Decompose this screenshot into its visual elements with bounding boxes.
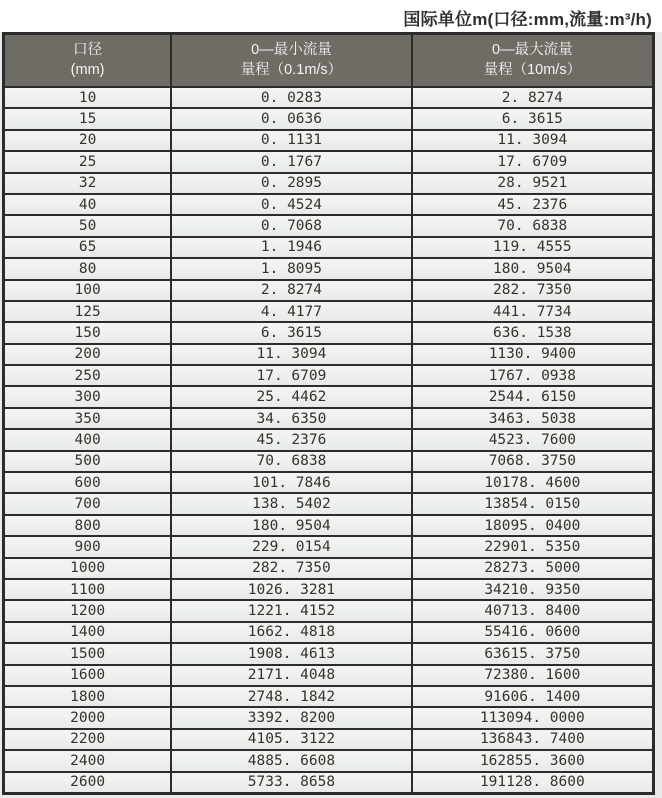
flow-table-body xyxy=(4,87,654,793)
table-row xyxy=(4,600,654,621)
table-row xyxy=(4,365,654,386)
header-line: 0—最大流量 xyxy=(492,42,573,58)
cell-max-flow: 18095. 0400 xyxy=(412,515,654,536)
cell-diameter: 600 xyxy=(4,472,172,493)
table-row xyxy=(4,472,654,493)
cell-min-flow: 11. 3094 xyxy=(171,344,412,365)
cell-max-flow: 10178. 4600 xyxy=(412,472,654,493)
cell-min-flow: 0. 0283 xyxy=(171,87,412,108)
page-title: 国际单位m(口径:mm,流量:m³/h) xyxy=(403,10,652,29)
cell-max-flow: 136843. 7400 xyxy=(412,729,654,750)
table-row xyxy=(4,258,654,279)
cell-max-flow: 22901. 5350 xyxy=(412,536,654,557)
cell-min-flow: 101. 7846 xyxy=(171,472,412,493)
cell-max-flow: 91606. 1400 xyxy=(412,686,654,707)
cell-max-flow: 72380. 1600 xyxy=(412,665,654,686)
cell-max-flow: 282. 7350 xyxy=(412,280,654,301)
cell-diameter: 100 xyxy=(4,280,172,301)
cell-max-flow: 180. 9504 xyxy=(412,258,654,279)
table-row xyxy=(4,643,654,664)
cell-diameter: 1000 xyxy=(4,558,172,579)
cell-diameter: 65 xyxy=(4,237,172,258)
cell-diameter: 2000 xyxy=(4,707,172,728)
cell-diameter: 32 xyxy=(4,173,172,194)
col-header-max-flow xyxy=(412,34,654,88)
table-row xyxy=(4,772,654,794)
cell-min-flow: 0. 0636 xyxy=(171,108,412,129)
cell-max-flow: 6. 3615 xyxy=(412,108,654,129)
cell-min-flow: 45. 2376 xyxy=(171,429,412,450)
cell-diameter: 500 xyxy=(4,451,172,472)
cell-diameter: 80 xyxy=(4,258,172,279)
cell-max-flow: 7068. 3750 xyxy=(412,451,654,472)
header-line: 口径 xyxy=(73,42,103,58)
cell-min-flow: 6. 3615 xyxy=(171,322,412,343)
cell-diameter: 1600 xyxy=(4,665,172,686)
table-row xyxy=(4,558,654,579)
cell-diameter: 20 xyxy=(4,130,172,151)
table-row xyxy=(4,493,654,514)
table-row xyxy=(4,215,654,236)
cell-diameter: 900 xyxy=(4,536,172,557)
table-row xyxy=(4,515,654,536)
cell-diameter: 1200 xyxy=(4,600,172,621)
table-row xyxy=(4,408,654,429)
table-row xyxy=(4,686,654,707)
header-row xyxy=(4,34,654,88)
col-header-diameter xyxy=(4,34,172,88)
table-row xyxy=(4,194,654,215)
cell-diameter: 2600 xyxy=(4,772,172,794)
header-line: (mm) xyxy=(70,62,105,78)
cell-max-flow: 45. 2376 xyxy=(412,194,654,215)
cell-max-flow: 28273. 5000 xyxy=(412,558,654,579)
cell-diameter: 200 xyxy=(4,344,172,365)
cell-min-flow: 1026. 3281 xyxy=(171,579,412,600)
cell-max-flow: 34210. 9350 xyxy=(412,579,654,600)
cell-diameter: 40 xyxy=(4,194,172,215)
table-row xyxy=(4,151,654,172)
cell-diameter: 1400 xyxy=(4,622,172,643)
header-line: 量程（10m/s） xyxy=(483,62,582,78)
cell-min-flow: 282. 7350 xyxy=(171,558,412,579)
cell-max-flow: 11. 3094 xyxy=(412,130,654,151)
cell-diameter: 125 xyxy=(4,301,172,322)
table-row xyxy=(4,173,654,194)
table-row xyxy=(4,237,654,258)
cell-min-flow: 0. 2895 xyxy=(171,173,412,194)
cell-diameter: 2200 xyxy=(4,729,172,750)
cell-max-flow: 1767. 0938 xyxy=(412,365,654,386)
cell-min-flow: 3392. 8200 xyxy=(171,707,412,728)
cell-max-flow: 13854. 0150 xyxy=(412,493,654,514)
cell-diameter: 400 xyxy=(4,429,172,450)
table-row xyxy=(4,87,654,108)
cell-min-flow: 1. 1946 xyxy=(171,237,412,258)
table-row xyxy=(4,579,654,600)
cell-diameter: 10 xyxy=(4,87,172,108)
cell-max-flow: 17. 6709 xyxy=(412,151,654,172)
table-row xyxy=(4,729,654,750)
cell-min-flow: 25. 4462 xyxy=(171,386,412,407)
cell-diameter: 800 xyxy=(4,515,172,536)
cell-max-flow: 4523. 7600 xyxy=(412,429,654,450)
table-row xyxy=(4,622,654,643)
cell-max-flow: 113094. 0000 xyxy=(412,707,654,728)
cell-max-flow: 70. 6838 xyxy=(412,215,654,236)
cell-min-flow: 2. 8274 xyxy=(171,280,412,301)
cell-min-flow: 1908. 4613 xyxy=(171,643,412,664)
table-row xyxy=(4,451,654,472)
flow-range-table xyxy=(2,32,655,795)
cell-diameter: 2400 xyxy=(4,750,172,771)
table-row xyxy=(4,301,654,322)
cell-max-flow: 162855. 3600 xyxy=(412,750,654,771)
cell-min-flow: 0. 7068 xyxy=(171,215,412,236)
cell-max-flow: 3463. 5038 xyxy=(412,408,654,429)
cell-min-flow: 70. 6838 xyxy=(171,451,412,472)
cell-diameter: 50 xyxy=(4,215,172,236)
cell-min-flow: 180. 9504 xyxy=(171,515,412,536)
cell-max-flow: 28. 9521 xyxy=(412,173,654,194)
header-line: 0—最小流量 xyxy=(251,42,332,58)
cell-diameter: 700 xyxy=(4,493,172,514)
cell-min-flow: 4885. 6608 xyxy=(171,750,412,771)
flow-table-zone xyxy=(0,32,662,798)
cell-min-flow: 1662. 4818 xyxy=(171,622,412,643)
cell-diameter: 25 xyxy=(4,151,172,172)
col-header-min-flow xyxy=(171,34,412,88)
table-row xyxy=(4,429,654,450)
cell-min-flow: 2171. 4048 xyxy=(171,665,412,686)
cell-min-flow: 17. 6709 xyxy=(171,365,412,386)
cell-min-flow: 2748. 1842 xyxy=(171,686,412,707)
table-row xyxy=(4,707,654,728)
cell-min-flow: 0. 1131 xyxy=(171,130,412,151)
cell-max-flow: 441. 7734 xyxy=(412,301,654,322)
cell-min-flow: 4. 4177 xyxy=(171,301,412,322)
table-row xyxy=(4,665,654,686)
cell-min-flow: 4105. 3122 xyxy=(171,729,412,750)
cell-diameter: 15 xyxy=(4,108,172,129)
cell-diameter: 350 xyxy=(4,408,172,429)
cell-max-flow: 63615. 3750 xyxy=(412,643,654,664)
cell-diameter: 150 xyxy=(4,322,172,343)
cell-max-flow: 191128. 8600 xyxy=(412,772,654,794)
cell-diameter: 1800 xyxy=(4,686,172,707)
cell-max-flow: 636. 1538 xyxy=(412,322,654,343)
cell-max-flow: 55416. 0600 xyxy=(412,622,654,643)
cell-min-flow: 229. 0154 xyxy=(171,536,412,557)
table-row xyxy=(4,130,654,151)
table-row xyxy=(4,344,654,365)
table-row xyxy=(4,108,654,129)
table-row xyxy=(4,386,654,407)
cell-max-flow: 1130. 9400 xyxy=(412,344,654,365)
cell-min-flow: 0. 1767 xyxy=(171,151,412,172)
cell-diameter: 250 xyxy=(4,365,172,386)
cell-diameter: 1500 xyxy=(4,643,172,664)
table-row xyxy=(4,750,654,771)
cell-max-flow: 119. 4555 xyxy=(412,237,654,258)
cell-min-flow: 0. 4524 xyxy=(171,194,412,215)
table-row xyxy=(4,322,654,343)
cell-diameter: 300 xyxy=(4,386,172,407)
cell-min-flow: 1221. 4152 xyxy=(171,600,412,621)
header-line: 量程（0.1m/s） xyxy=(240,62,343,78)
cell-min-flow: 34. 6350 xyxy=(171,408,412,429)
cell-diameter: 1100 xyxy=(4,579,172,600)
cell-max-flow: 2. 8274 xyxy=(412,87,654,108)
cell-max-flow: 2544. 6150 xyxy=(412,386,654,407)
table-row xyxy=(4,280,654,301)
cell-min-flow: 1. 8095 xyxy=(171,258,412,279)
table-row xyxy=(4,536,654,557)
cell-min-flow: 5733. 8658 xyxy=(171,772,412,794)
cell-max-flow: 40713. 8400 xyxy=(412,600,654,621)
cell-min-flow: 138. 5402 xyxy=(171,493,412,514)
